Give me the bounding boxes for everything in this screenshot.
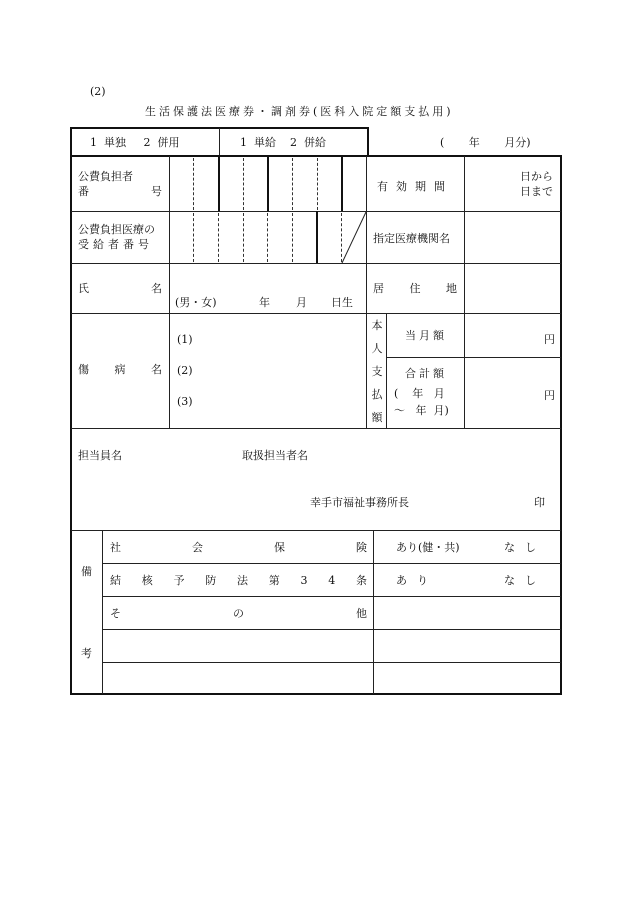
designated-institution-label: 指定医療機関名 xyxy=(373,232,450,245)
benefit-option: 1 単給 2 併給 xyxy=(240,136,326,149)
disease-item-1: (1) xyxy=(177,333,193,346)
office-head-label: 幸手市福祉事務所長 xyxy=(310,496,409,509)
other-label: そ の 他 xyxy=(110,607,367,620)
total-amount-label: 合計額 xyxy=(405,367,447,380)
total-period-from: ( 年 月 xyxy=(394,387,445,400)
validity-from: 日から xyxy=(520,170,553,183)
birth-day: 日生 xyxy=(331,296,353,309)
total-yen: 円 xyxy=(544,389,555,402)
month-field: ( 年 月分) xyxy=(440,136,531,149)
check-digit-slash xyxy=(341,211,367,264)
seal-mark: 印 xyxy=(534,496,545,509)
monthly-amount-label: 当月額 xyxy=(405,329,447,342)
social-insurance-absent: なし xyxy=(504,541,546,554)
validity-period-label: 有効期間 xyxy=(377,180,453,193)
social-insurance-present: あり(健・共) xyxy=(396,541,460,554)
monthly-yen: 円 xyxy=(544,333,555,346)
disease-item-3: (3) xyxy=(177,395,193,408)
social-insurance-label: 社 会 保 険 xyxy=(110,541,367,554)
recipient-number-label-2: 受給者番号 xyxy=(78,238,153,251)
birth-year: 年 xyxy=(259,296,270,309)
form-number: (2) xyxy=(90,85,106,98)
payer-number-label: 公費負担者 xyxy=(78,170,133,183)
sex-field: (男・女) xyxy=(175,296,217,309)
residence-label: 居 住 地 xyxy=(373,282,457,295)
birth-month: 月 xyxy=(296,296,307,309)
tb-absent: なし xyxy=(504,574,546,587)
remarks-label-2: 考 xyxy=(81,647,92,660)
recipient-number-label: 公費負担医療の xyxy=(78,223,155,236)
disease-label: 傷 病 名 xyxy=(78,363,162,376)
validity-to: 日まで xyxy=(520,185,553,198)
remarks-label-1: 備 xyxy=(81,565,92,578)
case-worker-label: 担当員名 xyxy=(78,449,122,462)
total-period-to: 〜 年 月) xyxy=(394,404,449,417)
form-title: 生活保護法医療券・調剤券(医科入院定額支払用) xyxy=(145,105,454,118)
handler-label: 取扱担当者名 xyxy=(242,449,308,462)
tb-present: あり xyxy=(396,574,438,587)
self-pay-label: 本 人 支 払 額 xyxy=(371,319,383,424)
name-label: 氏 名 xyxy=(78,282,162,295)
tb-law-label: 結 核 予 防 法 第 3 4 条 xyxy=(110,574,367,587)
disease-item-2: (2) xyxy=(177,364,193,377)
single-combined-option: 1 単独 2 併用 xyxy=(90,136,180,149)
payer-number-label-2: 番 号 xyxy=(78,185,162,198)
